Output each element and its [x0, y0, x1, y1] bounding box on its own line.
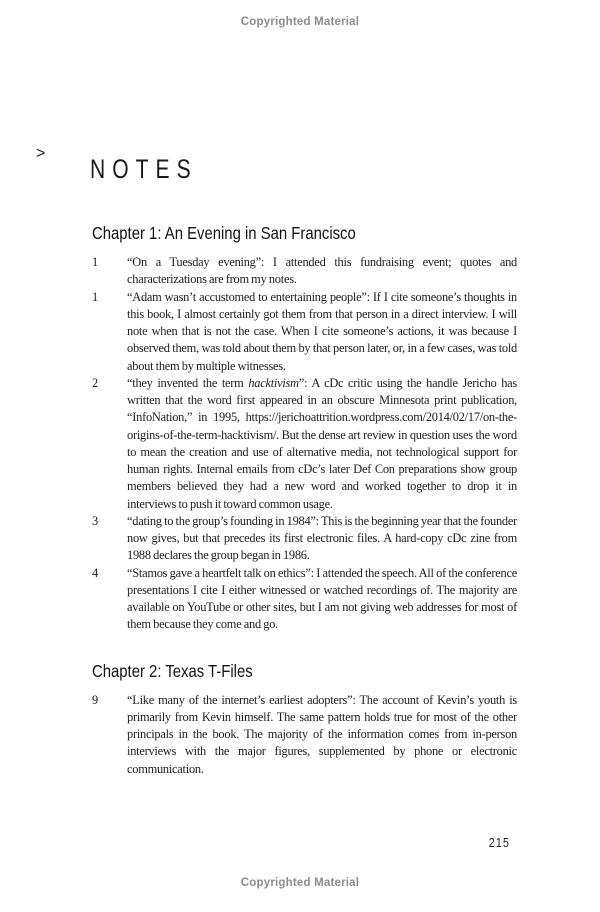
chapter-2-section [92, 660, 517, 778]
page-number [0, 835, 510, 850]
notes-content [92, 222, 517, 778]
note-number: 9 [92, 692, 99, 707]
note-text: “Stamos gave a heartfelt talk on ethics”: I attended the speech. All of the conference presentations I cite I either witnessed or watched recordings of. The majority are available on YouTube or other sites, but I am not giving web addresses for most of them because they come and go. [127, 565, 517, 632]
note-text: “On a Tuesday evening”: I attended this fundraising event; quotes and characterizations are from my notes. [127, 255, 517, 287]
note-number: 3 [92, 513, 99, 528]
note-text: “Like many of the internet’s earliest adopters”: The account of Kevin’s youth is primarily from Kevin himself. The same pattern holds true for most of the other principals in the book. The majority of the information comes from in-person interviews with the major figures, supplemented by phone or electronic communication. [127, 692, 517, 776]
chapter-1-heading [92, 222, 517, 244]
copyright-notice-top: Copyrighted Material [240, 16, 360, 28]
note-row [92, 254, 517, 289]
note-number: 1 [92, 255, 99, 269]
chapter-2-heading-label: Chapter 2: Texas T-Files [92, 660, 253, 681]
note-number: 1 [92, 289, 99, 304]
page-number-value: 215 [488, 835, 510, 850]
chevron-right-marker: > [36, 145, 46, 162]
note-text: “Adam wasn’t accustomed to entertaining people”: If I cite someone’s thoughts in this book, I almost certainly got them from that person in a direct interview. I will note when that is not the case. When I cite someone’s actions, it was because I observed them, was told about them by that person later, or, in a few cases, was told about them by multiple witnesses. [127, 289, 517, 373]
chapter-1-notes-list [92, 254, 517, 634]
chapter-2-notes-list [92, 692, 517, 778]
note-text: “dating to the group’s founding in 1984”: This is the beginning year that the founder now gives, but that precedes its first electronic files. A hard-copy cDc zine from 1988 declares the group began in 1986. [127, 513, 517, 563]
note-row [92, 375, 517, 513]
chapter-1-section [92, 222, 517, 634]
note-number: 4 [92, 565, 99, 580]
page-title: NOTES [90, 154, 198, 185]
note-row [92, 289, 517, 375]
copyright-notice-bottom: Copyrighted Material [240, 877, 360, 889]
note-row [92, 692, 517, 778]
chapter-1-heading-label: Chapter 1: An Evening in San Francisco [92, 223, 356, 243]
note-row [92, 513, 517, 565]
chapter-2-heading [92, 660, 517, 682]
note-row [92, 565, 517, 634]
note-number: 2 [92, 375, 99, 390]
note-text: “they invented the term hacktivism”: A cDc critic using the handle Jericho has written that the word first appeared in an obscure Minnesota print publication, “InfoNation,” in 1995, https://jerichoattrition.wordpress.com/2014/02/17/on-the-origins-of-the-term-hacktivism/. But the dense art review in question uses the word to mean the creation and use of alternative media, not technological support for human rights. Internal emails from cDc’s later Def Con preparations show group members believed they had a new word and worked together to drop it in interviews to push it toward common usage. [127, 375, 517, 511]
